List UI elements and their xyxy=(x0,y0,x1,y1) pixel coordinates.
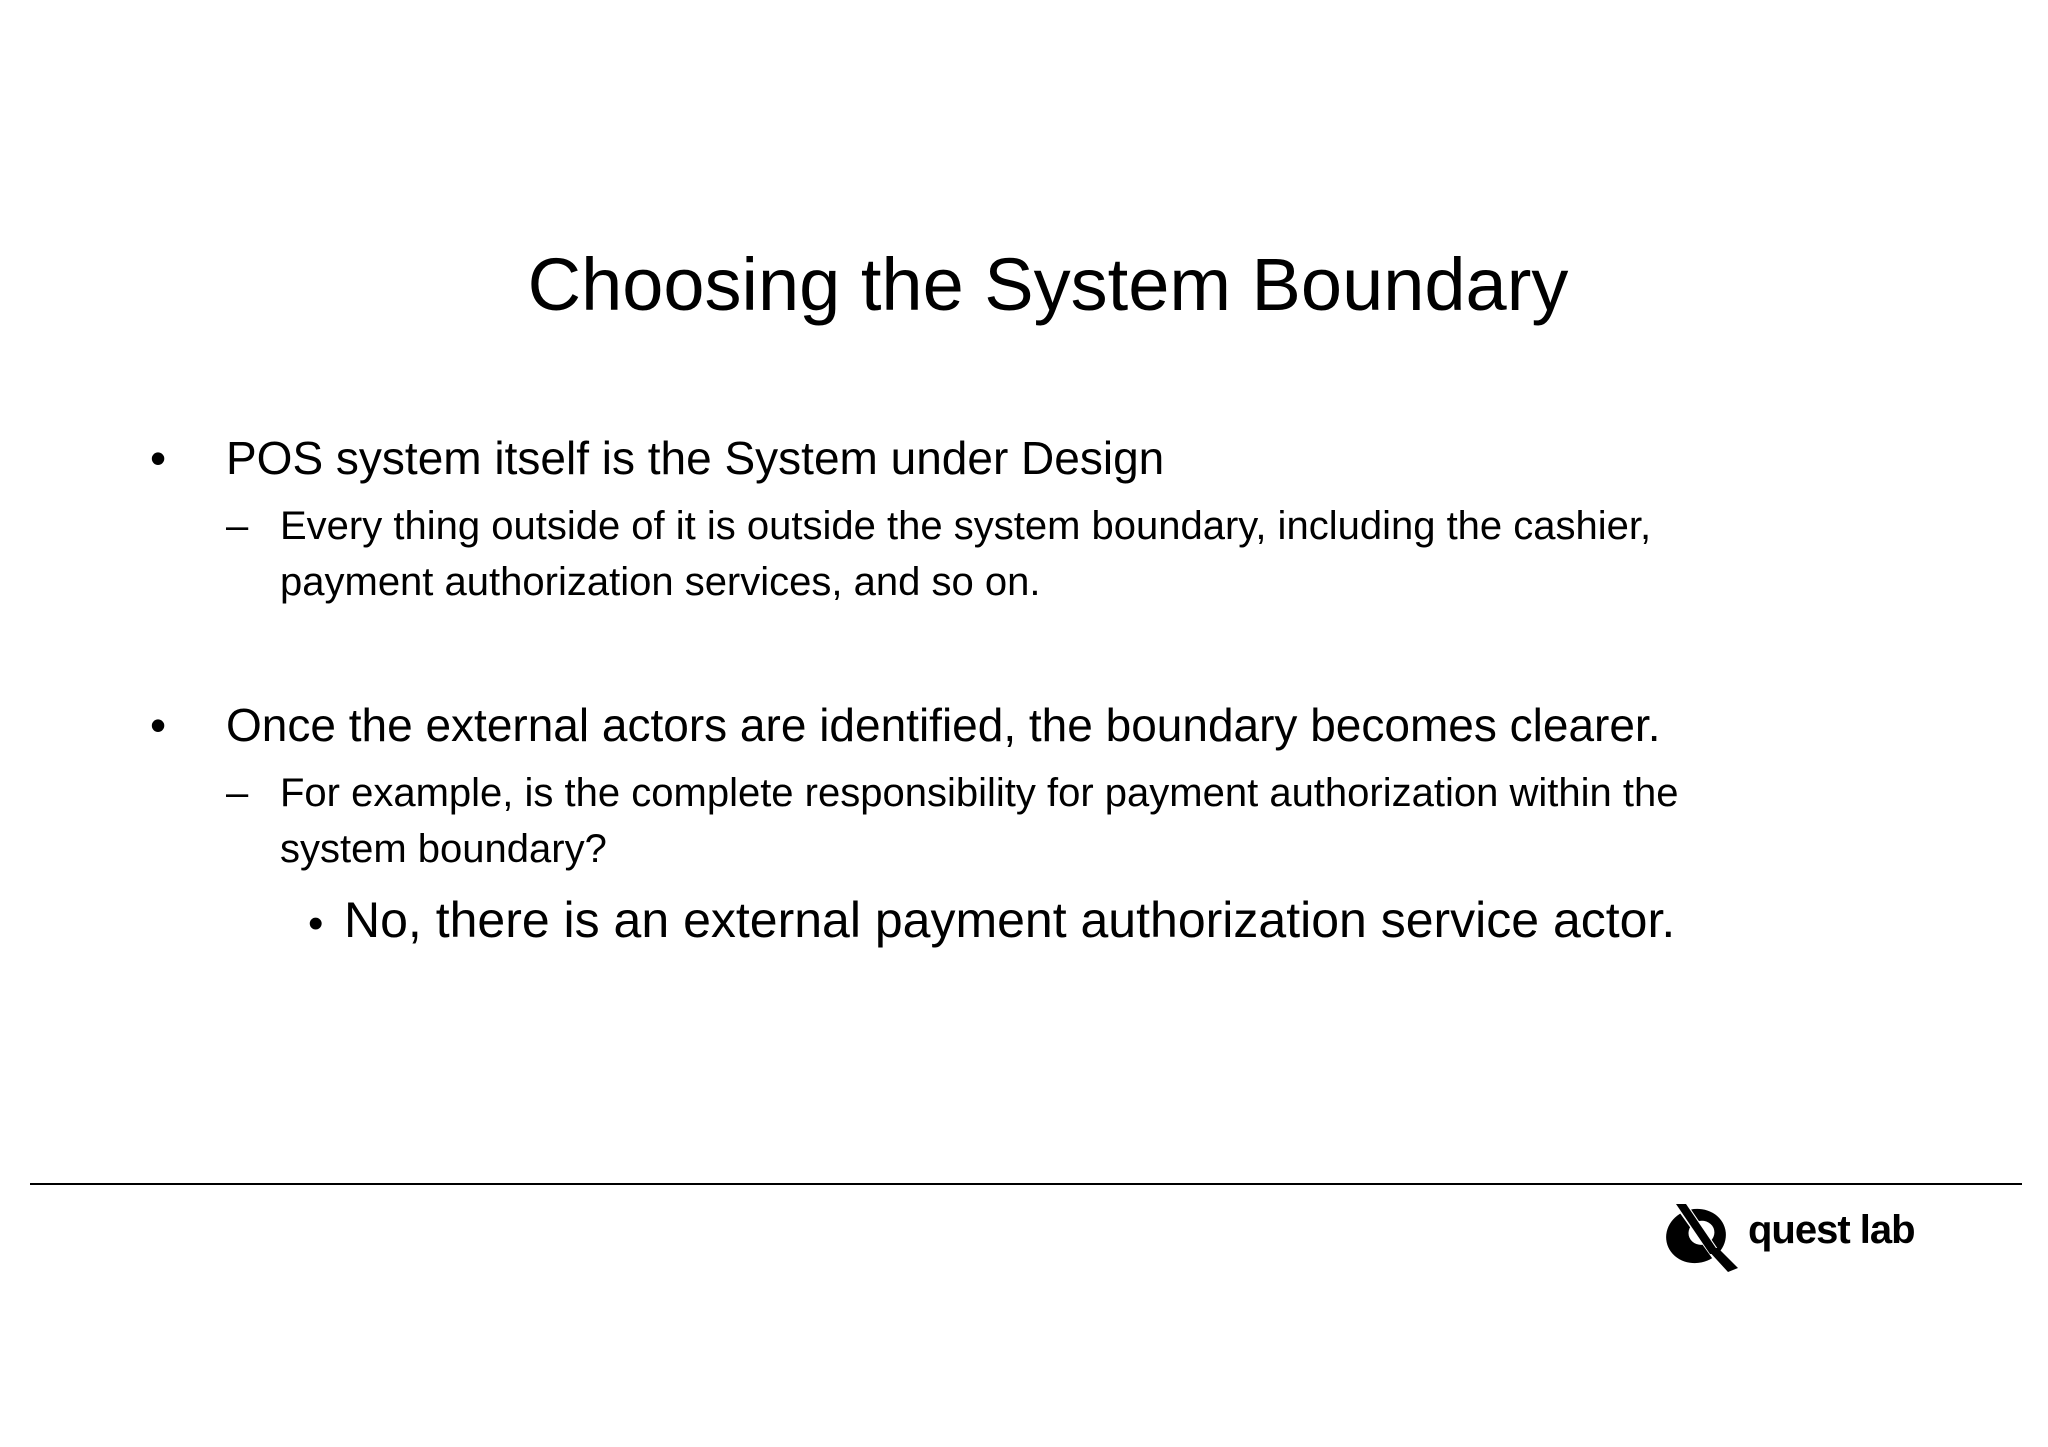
sub-bullet-line: For example, is the complete responsibility for payment authorization within the xyxy=(280,771,1679,815)
footer-divider xyxy=(30,1183,2022,1185)
sub-sub-bullet-text: No, there is an external payment authorization service actor. xyxy=(344,892,1676,948)
sub-sub-bullet-marker: • xyxy=(308,899,324,948)
logo-text: quest lab xyxy=(1748,1208,1915,1252)
sub-bullet-line: system boundary? xyxy=(280,827,607,871)
sub-bullet-line: Every thing outside of it is outside the system boundary, including the cashier, xyxy=(280,504,1652,548)
quest-lab-logo-icon xyxy=(1662,1198,1752,1276)
bullet-text: POS system itself is the System under Design xyxy=(226,432,1165,484)
sub-bullet-line: payment authorization services, and so on. xyxy=(280,560,1041,604)
sub-bullet-marker: – xyxy=(226,504,249,548)
quest-lab-logo xyxy=(1662,1198,1962,1278)
slide-title: Choosing the System Boundary xyxy=(527,243,1569,326)
sub-bullet-marker: – xyxy=(226,771,249,815)
bullet-text: Once the external actors are identified, the boundary becomes clearer. xyxy=(226,699,1661,751)
bullet-marker: • xyxy=(150,699,167,751)
bullet-marker: • xyxy=(150,432,167,484)
